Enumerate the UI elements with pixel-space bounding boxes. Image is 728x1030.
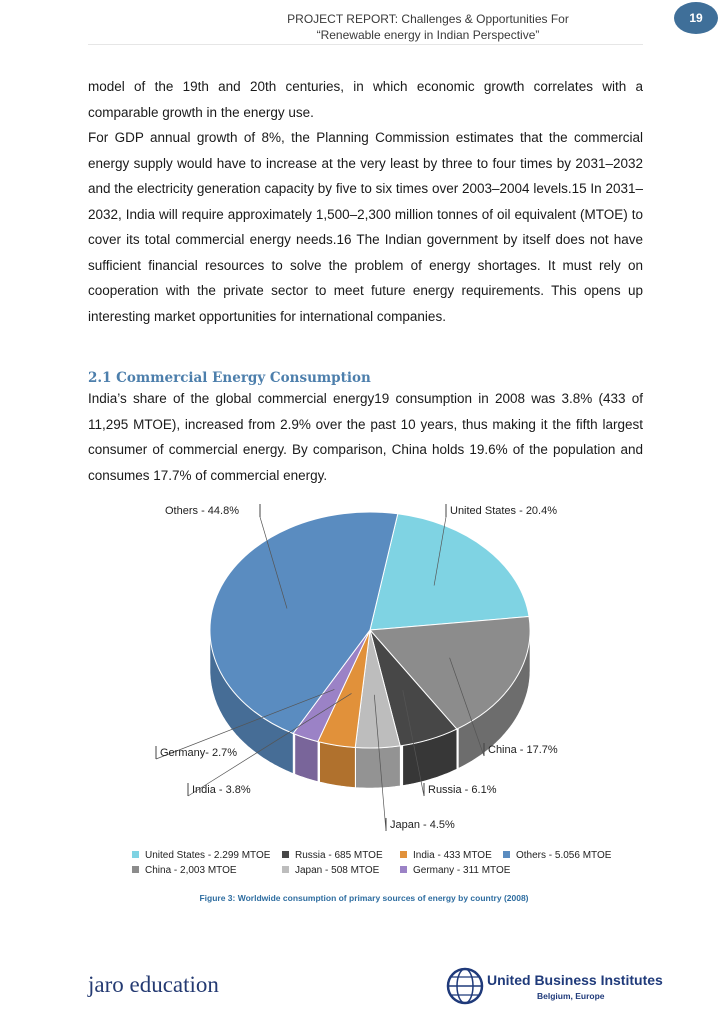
- legend-swatch-0: [132, 851, 139, 858]
- page-number-badge: 19: [674, 2, 718, 34]
- legend-swatch-5: [400, 866, 407, 873]
- legend-entry-4: India - 433 MTOE: [413, 850, 492, 861]
- section-text: [88, 386, 643, 488]
- slice-label-4: India - 3.8%: [192, 784, 251, 796]
- pie-slice-side-4-0: [320, 742, 356, 788]
- globe-icon: [445, 966, 485, 1006]
- section-paragraph: India’s share of the global commercial energy19 consumption in 2008 was 3.8% (433 of 11,295 MTOE), increased from 2.9% over the past 10 years, thus making it the fifth largest consumer of commercial energy. By comparison, China holds 19.6% of the population and consumes 17.7% of commercial energy.: [88, 391, 643, 483]
- legend-swatch-6: [503, 851, 510, 858]
- legend-entry-6: Others - 5.056 MTOE: [516, 850, 612, 861]
- pie-slice-side-5-0: [295, 734, 318, 781]
- legend-swatch-1: [132, 866, 139, 873]
- slice-label-2: Russia - 6.1%: [428, 784, 497, 796]
- slice-label-6: Others - 44.8%: [165, 505, 239, 517]
- slice-label-5: Germany- 2.7%: [160, 747, 238, 759]
- energy-pie-chart: [100, 490, 620, 900]
- legend-entry-0: United States - 2.299 MTOE: [145, 850, 271, 861]
- pie-slice-side-3-0: [356, 746, 401, 788]
- legend-swatch-3: [282, 866, 289, 873]
- legend-entry-2: Russia - 685 MTOE: [295, 850, 383, 861]
- footer-brand: jaro education: [88, 972, 219, 997]
- pie-chart-svg: [100, 490, 620, 890]
- legend-entry-3: Japan - 508 MTOE: [295, 865, 380, 876]
- footer-logo-subtitle: Belgium, Europe: [537, 991, 605, 1001]
- legend-entry-1: China - 2,003 MTOE: [145, 865, 237, 876]
- legend-entry-5: Germany - 311 MTOE: [413, 865, 511, 876]
- footer-logo-name: United Business Institutes: [487, 972, 663, 988]
- slice-label-1: China - 17.7%: [488, 744, 558, 756]
- slice-label-0: United States - 20.4%: [450, 505, 558, 517]
- header-line-1: PROJECT REPORT: Challenges & Opportunities For: [287, 12, 569, 26]
- figure-caption: Figure 3: Worldwide consumption of primary sources of energy by country (2008): [199, 893, 529, 903]
- slice-label-3: Japan - 4.5%: [390, 819, 455, 831]
- legend-swatch-4: [400, 851, 407, 858]
- header-divider: [88, 44, 643, 45]
- paragraph-1: model of the 19th and 20th centuries, in which economic growth correlates with a comparable growth in the energy use.: [88, 79, 643, 120]
- page-header: [218, 11, 638, 43]
- body-text: [88, 74, 643, 329]
- section-heading: 2.1 Commercial Energy Consumption: [88, 370, 371, 386]
- paragraph-2: For GDP annual growth of 8%, the Planning Commission estimates that the commercial energy supply would have to increase at the very least by three to four times by 2031–2032 and the electricity generation capacity by five to six times over 2003–2004 levels.15 In 2031– 2032, India will require approximately 1,500–2,300 million tonnes of oil equivalent (MTOE) to cover its total commercial energy needs.16 The Indian government by itself does not have sufficient financial resources to solve the problem of energy shortages. It must rely on cooperation with the private sector to meet future energy requirements. This opens up interesting market opportunities for international companies.: [88, 130, 643, 324]
- legend-swatch-2: [282, 851, 289, 858]
- footer-logo: [445, 964, 675, 1008]
- header-line-2: “Renewable energy in Indian Perspective”: [316, 28, 540, 42]
